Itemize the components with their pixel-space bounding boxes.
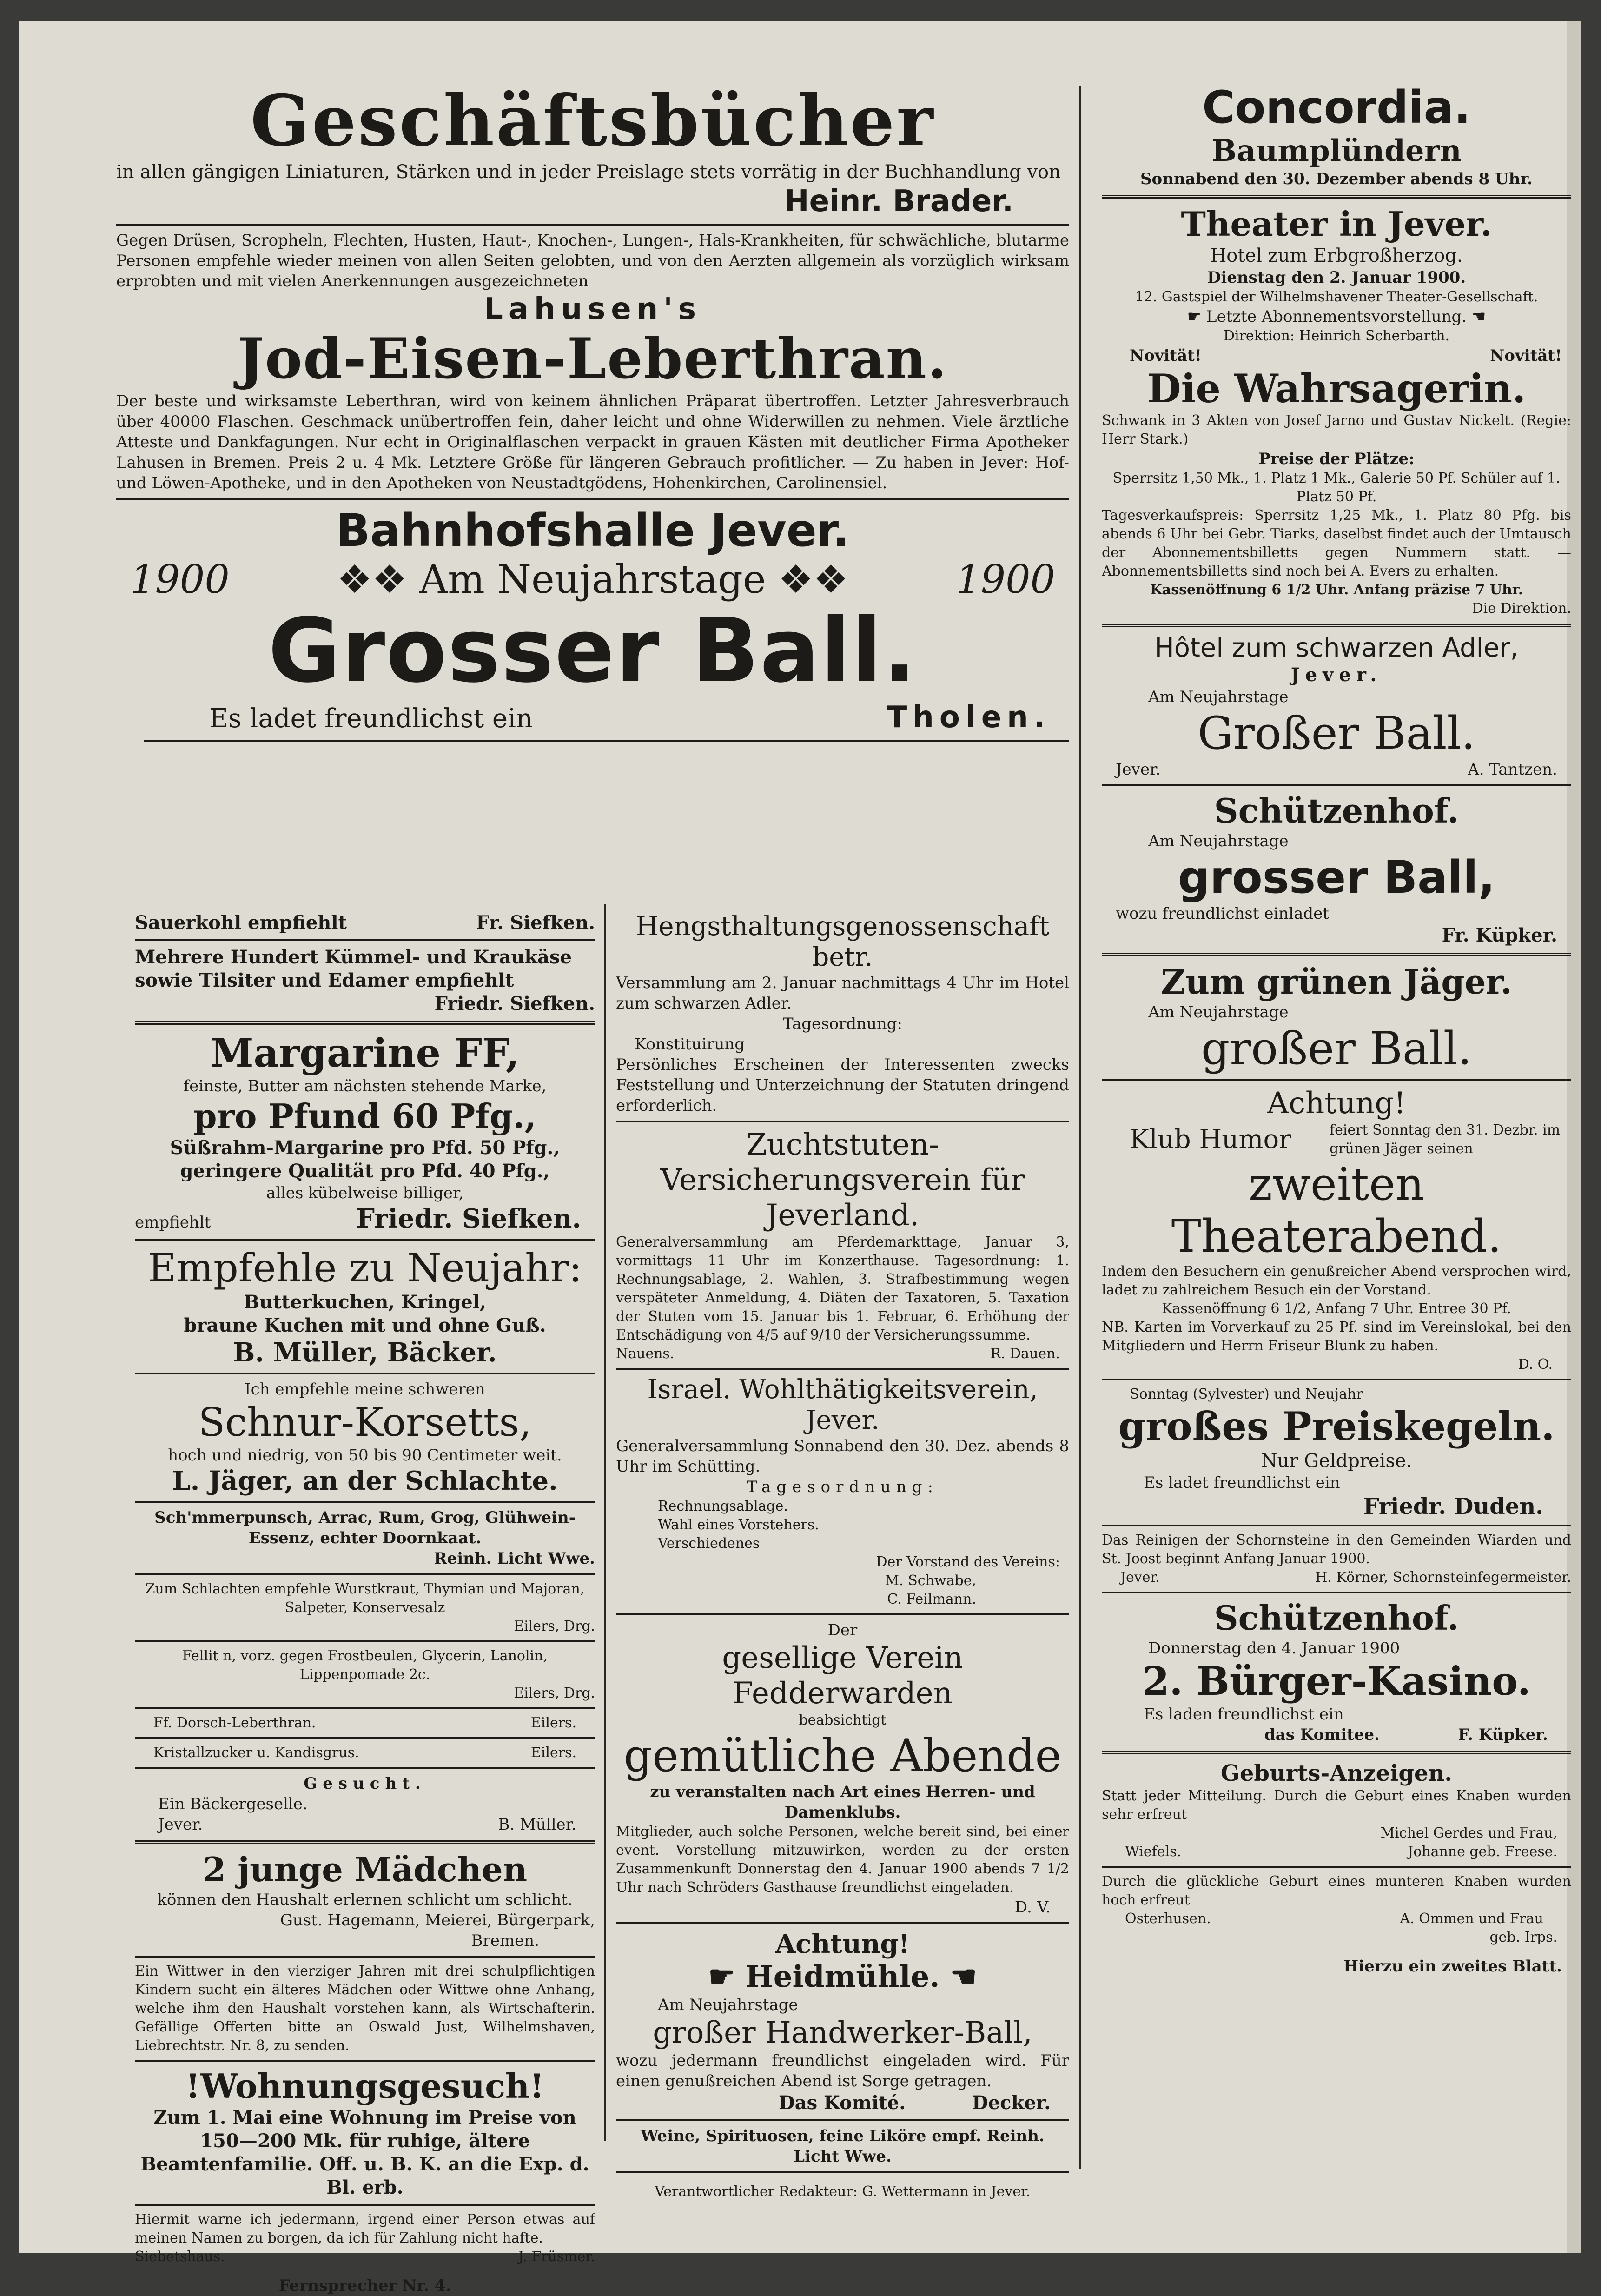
divider <box>135 1239 595 1241</box>
divider <box>616 1613 1069 1615</box>
ad-title: Grosser Ball. <box>268 599 918 702</box>
ad-bahnhofshalle <box>116 504 1069 735</box>
pointing-hand-icon: ☚ <box>1467 307 1486 326</box>
ad-kristallzucker: Kristallzucker u. Kandisgrus. Eilers. <box>153 1745 576 1761</box>
divider <box>135 1640 595 1642</box>
divider <box>135 1767 595 1769</box>
divider <box>135 1501 595 1503</box>
footer-telefon: Fernsprecher Nr. 4. <box>278 2276 451 2295</box>
divider <box>135 1840 595 1844</box>
ad-schornstein: Das Reinigen der Schornsteine in den Gemeinden Wiarden und St. Joost beginnt Anfang Januar 1900. Jever. H. Körner, Schornsteinfegermeister. <box>1102 1532 1571 1586</box>
ad-line: ☛ Letzte Abonnementsvorstellung. ☚ <box>1187 307 1486 326</box>
divider <box>616 2171 1069 2173</box>
ornament-icon: ❖❖ <box>766 557 848 602</box>
pointing-hand-icon: ☛ <box>708 1959 746 1994</box>
wide-left-column <box>116 81 1069 746</box>
ad-punsch: Sch'mmerpunsch, Arrac, Rum, Grog, Glühwein-Essenz, echter Doornkaat. Reinh. Licht Wwe. <box>154 1508 595 1568</box>
ad-place: ☛ Heidmühle. ☚ <box>708 1959 977 1994</box>
pointing-hand-icon: ☛ <box>1187 307 1206 326</box>
divider <box>1102 1866 1571 1868</box>
ad-heidmuehle: Achtung! ☛ Heidmühle. ☚ Am Neujahrstage großer Handwerker-Ball, wozu jedermann freundlichst eingeladen wird. Für einen genußreichen Abend ist Sorge getragen. Das Komité. Decker. <box>616 1929 1069 2114</box>
ad-sauerkohl: Sauerkohl empfiehlt Fr. Siefken. <box>135 912 595 934</box>
divider <box>616 1922 1069 1924</box>
ornament-icon: ❖❖ <box>337 557 420 602</box>
newspaper-page <box>19 21 1581 2295</box>
divider <box>135 1021 595 1025</box>
ad-kaese: Mehrere Hundert Kümmel- und Kraukäse sowie Tilsiter und Edamer empfiehlt Friedr. Siefken. <box>135 946 595 1015</box>
ad-concordia: Concordia. Baumplündern Sonnabend den 30. Dezember abends 8 Uhr. <box>1140 81 1533 188</box>
divider <box>135 1573 595 1575</box>
ad-body: in allen gängigen Liniaturen, Stärken und in jeder Preislage stets vorrätig in der Buchhandlung von <box>116 161 1061 183</box>
ad-signature: Tholen. <box>887 700 1051 735</box>
ad-intro: Gegen Drüsen, Scropheln, Flechten, Husten, Haut-, Knochen-, Lungen-, Hals-Krankheiten, für schwächliche, blutarme Personen empfehle wieder meinen von allen Seiten gelobten, und von den Aerzten allgemein als vorzüglich wirksam erprobten und mit vielen Anerkennungen ausgezeichneten <box>116 231 1069 291</box>
ad-warnung: Hiermit warne ich jedermann, irgend einer Person etwas auf meinen Namen zu borgen, da ich für Zahlung nicht hafte. Siebetshaus. J. Früsmer. <box>135 2211 595 2265</box>
divider <box>135 2060 595 2062</box>
ad-schuetzenhof-ball: Schützenhof. Am Neujahrstage grosser Ball, wozu freundlichst einladet Fr. Küpker. <box>1116 791 1557 946</box>
ad-korsetts: Ich empfehle meine schweren Schnur-Korsetts, hoch und niedrig, von 50 bis 90 Centimeter weit. L. Jäger, an der Schlachte. <box>168 1380 562 1496</box>
divider <box>1102 1379 1571 1380</box>
ad-dorsch: Ff. Dorsch-Leberthran. Eilers. <box>153 1715 576 1731</box>
divider <box>1102 1525 1571 1526</box>
left-column <box>135 911 595 2296</box>
divider <box>1102 624 1571 627</box>
ad-venue: Bahnhofshalle Jever. <box>336 504 849 557</box>
divider <box>1102 953 1571 956</box>
divider <box>135 1707 595 1709</box>
column-rule-middle <box>604 904 606 2141</box>
ad-body: Der beste und wirksamste Leberthran, wird von keinem ähnlichen Präparat übertroffen. Letzter Jahresverbrauch über 40000 Flaschen. Geschmack unübertroffen fein, daher leicht und ohne Widerwillen zu nehmen. Viele ärztliche Atteste und Dankfagungen. Nur echt in Originalflaschen verpackt in grauen Kästen mit deutlicher Firma Apotheker Lahusen in Bremen. Preis 2 u. 4 Mk. Letztere Größe für längeren Gebrauch profitlicher. — Zu haben in Jever: Hof- und Löwen-Apotheke, und in den Apotheken von Neustadtgödens, Hohenkirchen, Carolinensiel. <box>116 392 1069 492</box>
pointing-hand-icon: ☚ <box>939 1959 977 1994</box>
ad-geburts-anzeigen: Geburts-Anzeigen. Statt jeder Mitteilung. Durch die Geburt eines Knaben wurden sehr erfreut Michel Gerdes und Frau, Wiefels. Johanne geb. Freese. Durch die glückliche Geburt eines munteren Knaben wurden hoch erfreut Osterhusen. A. Ommen und Frau geb. Irps. <box>1102 1760 1571 1945</box>
ad-fedderwarden: Der gesellige Verein Fedderwarden beabsichtigt gemütliche Abende zu veranstalten nach Art eines Herren- und Damenklubs. Mitglieder, auch solche Personen, welche bereit sind, bei einer event. Vorstellung mitzuwirken, werden zu der ersten Zusammenkunft Donnerstag den 4. Januar 1900 abends 7 1/2 Uhr nach Schröders Gasthause freundlichst eingeladen. D. V. <box>616 1621 1069 1917</box>
ad-invite: Es ladet freundlichst ein <box>209 703 533 734</box>
ad-title: Geschäftsbücher <box>250 81 935 162</box>
ad-schwarzer-adler: Hôtel zum schwarzen Adler, Jever. Am Neujahrstage Großer Ball. Jever. A. Tantzen. <box>1116 633 1557 779</box>
divider <box>616 2119 1069 2121</box>
ad-wurstkraut: Zum Schlachten empfehle Wurstkraut, Thymian und Majoran, Salpeter, Konservesalz Eilers, Drg. <box>145 1581 595 1634</box>
ad-hengst: Hengsthaltungsgenossenschaft betr. Versammlung am 2. Januar nachmittags 4 Uhr im Hotel zum schwarzen Adler. Tagesordnung: Konstituirung Persönliches Erscheinen der Interessenten zwecks Feststellung und Unterzeichnung der Statuten dringend erforderlich. <box>616 911 1069 1115</box>
divider <box>1102 1751 1571 1754</box>
ad-weine: Weine, Spirituosen, feine Liköre empf. Reinh. Licht Wwe. <box>641 2127 1045 2166</box>
ad-preiskegeln: Sonntag (Sylvester) und Neujahr großes Preiskegeln. Nur Geldpreise. Es ladet freundlichst ein Friedr. Duden. <box>1118 1386 1555 1520</box>
ad-gesucht: Gesucht. Ein Bäckergeselle. Jever. B. Müller. <box>158 1774 576 1834</box>
column-rule-right <box>1079 86 1081 2169</box>
ad-occasion: ❖❖ Am Neujahrstage ❖❖ <box>337 557 848 602</box>
year-right: 1900 <box>956 557 1055 602</box>
divider <box>616 1368 1069 1370</box>
divider <box>116 224 1069 226</box>
ad-signature: Heinr. Brader. <box>784 184 1013 219</box>
ad-theater-jever: Theater in Jever. Hotel zum Erbgroßherzog. Dienstag den 2. Januar 1900. 12. Gastspiel der Wilhelmshavener Theater-Gesellschaft. ☛ Letzte Abonnementsvorstellung. ☚ Direktion: Heinrich Scherbarth. Novität! Novität! Die Wahrsagerin. Schwank in 3 Akten von Josef Jarno und Gustav Nickelt. (Regie: Herr Stark.) Preise der Plätze: Sperrsitz 1,50 Mk., 1. Platz 1 Mk., Galerie 50 Pf. Schüler auf 1. Platz 50 Pf. Tagesverkaufspreis: Sperrsitz 1,25 Mk., 1. Platz 80 Pfg. bis abends 6 Uhr bei Gebr. Tiarks, daselbst findet auch der Umtausch der Abonnementsbilletts gegen Nummern statt. — Abonnementsbilletts sind noch bei A. Evers zu erhalten. Kassenöffnung 6 1/2 Uhr. Anfang präzise 7 Uhr. Die Direktion. <box>1102 204 1571 617</box>
ad-wittwer: Ein Wittwer in den vierziger Jahren mit drei schulpflichtigen Kindern sucht ein älteres Mädchen oder Wittwe ohne Anhang, welche ihm den Haushalt vorstehen kann, als Wirtschafterin. Gefällige Offerten bitte an Oswald Just, Wilhelmshaven, Liebrechtstr. Nr. 8, zu senden. <box>135 1963 595 2054</box>
divider <box>1102 784 1571 786</box>
ad-neujahr-mueller: Empfehle zu Neujahr: Butterkuchen, Kringel, braune Kuchen mit und ohne Guß. B. Müller, Bäcker. <box>148 1245 582 1368</box>
middle-column <box>616 911 1069 2201</box>
divider <box>116 498 1069 500</box>
ad-maedchen: 2 junge Mädchen können den Haushalt erlernen schlicht um schlicht. Gust. Hagemann, Meierei, Bürgerpark, Bremen. <box>157 1850 595 1950</box>
divider <box>1102 1079 1571 1081</box>
ad-israel-verein: Israel. Wohlthätigkeitsverein, Jever. Generalversammlung Sonnabend den 30. Dez. abends 8 Uhr im Schütting. Tagesordnung: Rechnungsablage. Wahl eines Vorstehers. Verschiedenes Der Vorstand des Vereins: M. Schwabe, C. Feilmann. <box>616 1374 1069 1607</box>
ad-lahusen <box>116 230 1069 493</box>
divider <box>616 1121 1069 1122</box>
ad-buerger-kasino: Schützenhof. Donnerstag den 4. Januar 1900 2. Bürger-Kasino. Es laden freundlichst ein das Komitee. F. Küpker. <box>1142 1598 1548 1744</box>
divider <box>135 1373 595 1374</box>
right-column <box>1102 81 1571 1977</box>
ad-margarine: Margarine FF, feinste, Butter am nächsten stehende Marke, pro Pfund 60 Pfg., Süßrahm-Margarine pro Pfd. 50 Pfg., geringere Qualität pro Pfd. 40 Pfg., alles kübelweise billiger, empfiehlt Friedr. Siefken. <box>135 1030 581 1234</box>
ad-fellit: Fellit n, vorz. gegen Frostbeulen, Glycerin, Lanolin, Lippenpomade 2c. Eilers, Drg. <box>182 1648 595 1701</box>
footer-redakteur: Verantwortlicher Redakteur: G. Wettermann in Jever. <box>655 2183 1031 2200</box>
divider <box>135 1956 595 1958</box>
ad-brand: Lahusen's <box>484 292 701 326</box>
ad-wohnungsgesuch: !Wohnungsgesuch! Zum 1. Mai eine Wohnung im Preise von 150—200 Mk. für ruhige, ältere Beamtenfamilie. Off. u. B. K. an die Exp. d. Bl. erb. <box>140 2066 589 2198</box>
ad-title: Jod-Eisen-Leberthran. <box>238 326 948 392</box>
ad-klub-humor: Achtung! Klub Humor feiert Sonntag den 31. Dezbr. im grünen Jäger seinen zweiten Theaterabend. Indem den Besuchern ein genußreicher Abend versprochen wird, ladet zu zahlreichem Besuch ein der Vorstand. Kassenöffnung 6 1/2, Anfang 7 Uhr. Entree 30 Pf. NB. Karten im Vorverkauf zu 25 Pf. sind im Vereinslokal, bei den Mitgliedern und Herrn Friseur Blunk zu haben. D. O. <box>1102 1086 1571 1373</box>
year-left: 1900 <box>130 557 230 602</box>
divider <box>144 740 1069 742</box>
ad-zuchtstuten: Zuchtstuten-Versicherungsverein für Jeverland. Generalversammlung am Pferdemarkttage, Januar 3, vormittags 11 Uhr im Konzerthause. Tagesordnung: 1. Rechnungsablage, 2. Wahlen, 3. Strafbestimmung wegen verspäteter Anmeldung, 4. Diäten der Taxatoren, 5. Taxation der Stuten vom 15. Januar bis 1. Februar, 6. Erhöhung der Entschädigung von 4/5 auf 9/10 der Versicherungssumme. Nauens. R. Dauen. <box>616 1128 1069 1362</box>
ad-gruener-jaeger: Zum grünen Jäger. Am Neujahrstage großer Ball. <box>1148 962 1512 1075</box>
divider <box>1102 1592 1571 1593</box>
footer-zweites-blatt: Hierzu ein zweites Blatt. <box>1343 1957 1562 1976</box>
ad-brader <box>116 81 1069 219</box>
divider <box>135 2204 595 2206</box>
divider <box>1102 195 1571 199</box>
divider <box>135 939 595 941</box>
divider <box>135 1737 595 1739</box>
